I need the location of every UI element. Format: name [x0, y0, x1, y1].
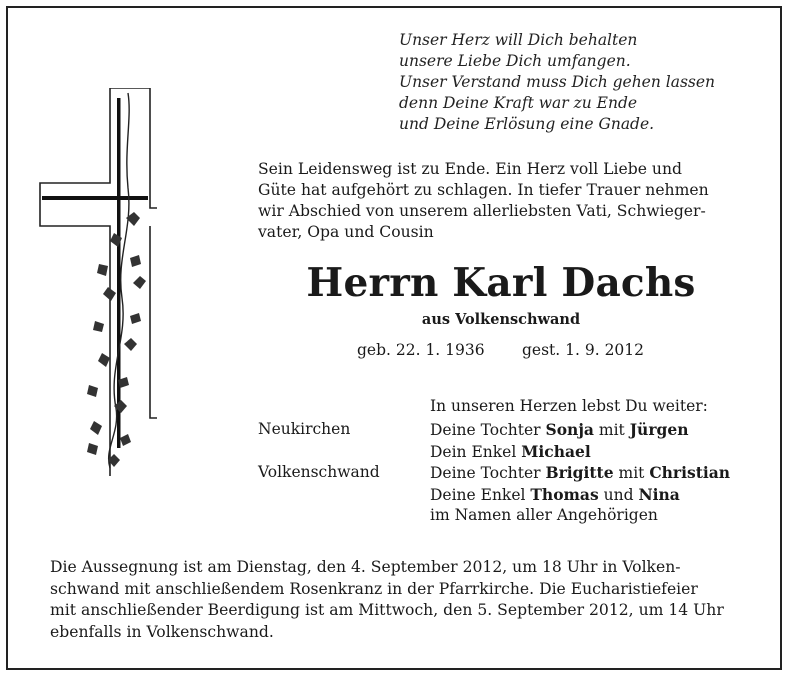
poem-line: unsere Liebe Dich umfangen. — [399, 52, 631, 70]
mourner-row — [258, 505, 758, 527]
mourner-name: Christian — [649, 463, 731, 483]
intro-line: Güte hat aufgehört zu schlagen. In tiefer Trauer nehmen — [258, 181, 709, 199]
mourner-row — [258, 419, 758, 441]
mourner-name: Sonja — [545, 420, 594, 439]
funeral-line: Die Aussegnung ist am Dienstag, den 4. September 2012, um 18 Uhr in Volken- — [50, 558, 681, 576]
funeral-line: ebenfalls in Volkenschwand. — [50, 622, 274, 641]
mourner-line — [430, 441, 591, 464]
mourner-text: Deine Enkel — [430, 485, 531, 504]
mourner-name: Nina — [638, 484, 680, 504]
remembrance-line: In unseren Herzen lebst Du weiter: — [430, 397, 708, 415]
mourner-line — [430, 462, 730, 485]
deceased-name: Herrn Karl Dachs — [306, 260, 696, 306]
mourner-name: Michael — [521, 441, 591, 461]
mourner-line — [430, 484, 680, 507]
mourners-list — [258, 419, 758, 527]
mourner-name: Jürgen — [629, 420, 689, 439]
mourner-row — [258, 462, 758, 484]
mourner-line — [430, 419, 688, 442]
funeral-info — [50, 557, 742, 643]
mourner-row — [258, 441, 758, 463]
cross-with-ivy-icon — [38, 88, 158, 476]
intro-line: Sein Leidensweg ist zu Ende. Ein Herz voll Liebe und — [258, 160, 682, 178]
life-dates — [357, 339, 645, 361]
mourner-text: mit — [613, 464, 650, 483]
deceased-origin: aus Volkenschwand — [421, 311, 581, 328]
mourner-line — [430, 505, 658, 527]
mourner-place: Volkenschwand — [258, 463, 380, 482]
mourner-text: Deine Tochter — [430, 464, 546, 483]
death-date: gest. 1. 9. 2012 — [522, 341, 645, 359]
mourner-row — [258, 484, 758, 506]
mourner-place: Neukirchen — [258, 420, 351, 438]
mourner-text: im Namen aller Angehörigen — [430, 506, 658, 525]
mourner-text: Deine Tochter — [430, 421, 546, 439]
intro-line: wir Abschied von unserem allerliebsten Vati, Schwieger- — [258, 202, 706, 220]
poem-line: Unser Verstand muss Dich gehen lassen — [399, 73, 716, 91]
funeral-line: schwand mit anschließendem Rosenkranz in der Pfarrkirche. Die Eucharistiefeier — [50, 579, 698, 598]
poem-line: denn Deine Kraft war zu Ende — [399, 94, 638, 112]
funeral-line: mit anschließender Beerdigung ist am Mittwoch, den 5. September 2012, um 14 Uhr — [50, 601, 724, 619]
mourner-text: mit — [593, 421, 630, 439]
mourner-name: Thomas — [530, 484, 599, 504]
intro-text — [258, 159, 744, 243]
poem-line: und Deine Erlösung eine Gnade. — [399, 115, 655, 133]
mourner-text: und — [598, 485, 639, 504]
intro-line: vater, Opa und Cousin — [258, 223, 434, 241]
mourner-text: Dein Enkel — [430, 442, 522, 461]
mourner-name: Brigitte — [545, 463, 614, 483]
poem — [399, 30, 779, 135]
birth-date: geb. 22. 1. 1936 — [357, 341, 485, 359]
poem-line: Unser Herz will Dich behalten — [399, 31, 638, 49]
